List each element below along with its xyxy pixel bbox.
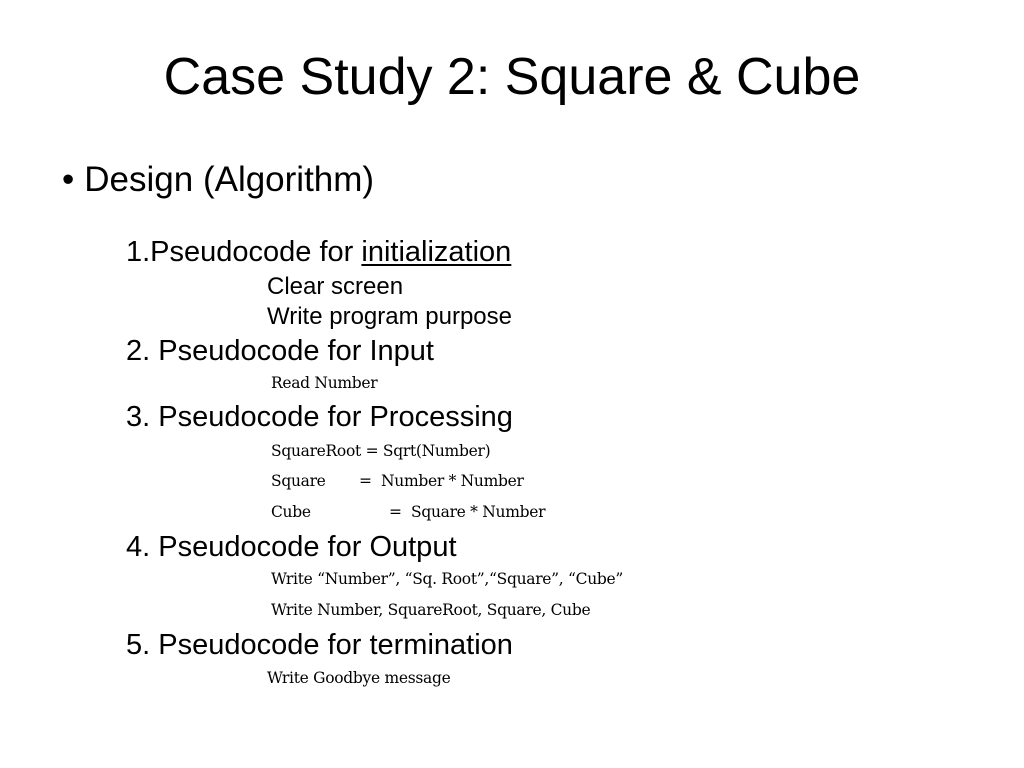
assignment-var: SquareRoot — [271, 442, 361, 460]
step-2-line-1: Read Number — [271, 374, 378, 392]
assignment-op: = — [359, 472, 372, 490]
step-2-heading: 2. Pseudocode for Input — [126, 335, 434, 367]
assignment-op: = — [365, 442, 379, 460]
bullet-design — [62, 158, 374, 202]
step-3-assignment-2 — [271, 470, 524, 492]
step-5-heading: 5. Pseudocode for termination — [126, 629, 513, 661]
assignment-expr: Square * Number — [411, 503, 546, 521]
step-3-heading: 3. Pseudocode for Processing — [126, 401, 513, 433]
step-1-heading — [126, 234, 511, 270]
step-1-heading-prefix: 1.Pseudocode for — [126, 236, 362, 268]
assignment-expr: Sqrt(Number) — [382, 442, 491, 460]
step-4-line-2: Write Number, SquareRoot, Square, Cube — [271, 601, 591, 619]
step-4-line-1: Write “Number”, “Sq. Root”,“Square”, “Cube” — [271, 570, 624, 588]
step-4-heading: 4. Pseudocode for Output — [126, 531, 457, 563]
assignment-op: = — [389, 503, 402, 521]
bullet-text: Design (Algorithm) — [84, 160, 375, 199]
step-1-heading-emphasis: initialization — [361, 236, 512, 268]
assignment-var: Square — [271, 472, 326, 490]
step-3-assignment-1 — [271, 440, 490, 462]
slide-title: Case Study 2: Square & Cube — [163, 48, 861, 106]
step-1-line-1: Clear screen — [267, 273, 404, 300]
bullet-marker: • — [62, 160, 75, 199]
assignment-var: Cube — [271, 503, 311, 521]
assignment-expr: Number * Number — [381, 472, 524, 490]
step-3-assignment-3 — [271, 501, 545, 523]
step-1-line-2: Write program purpose — [267, 303, 512, 330]
step-5-line-1: Write Goodbye message — [267, 669, 451, 687]
